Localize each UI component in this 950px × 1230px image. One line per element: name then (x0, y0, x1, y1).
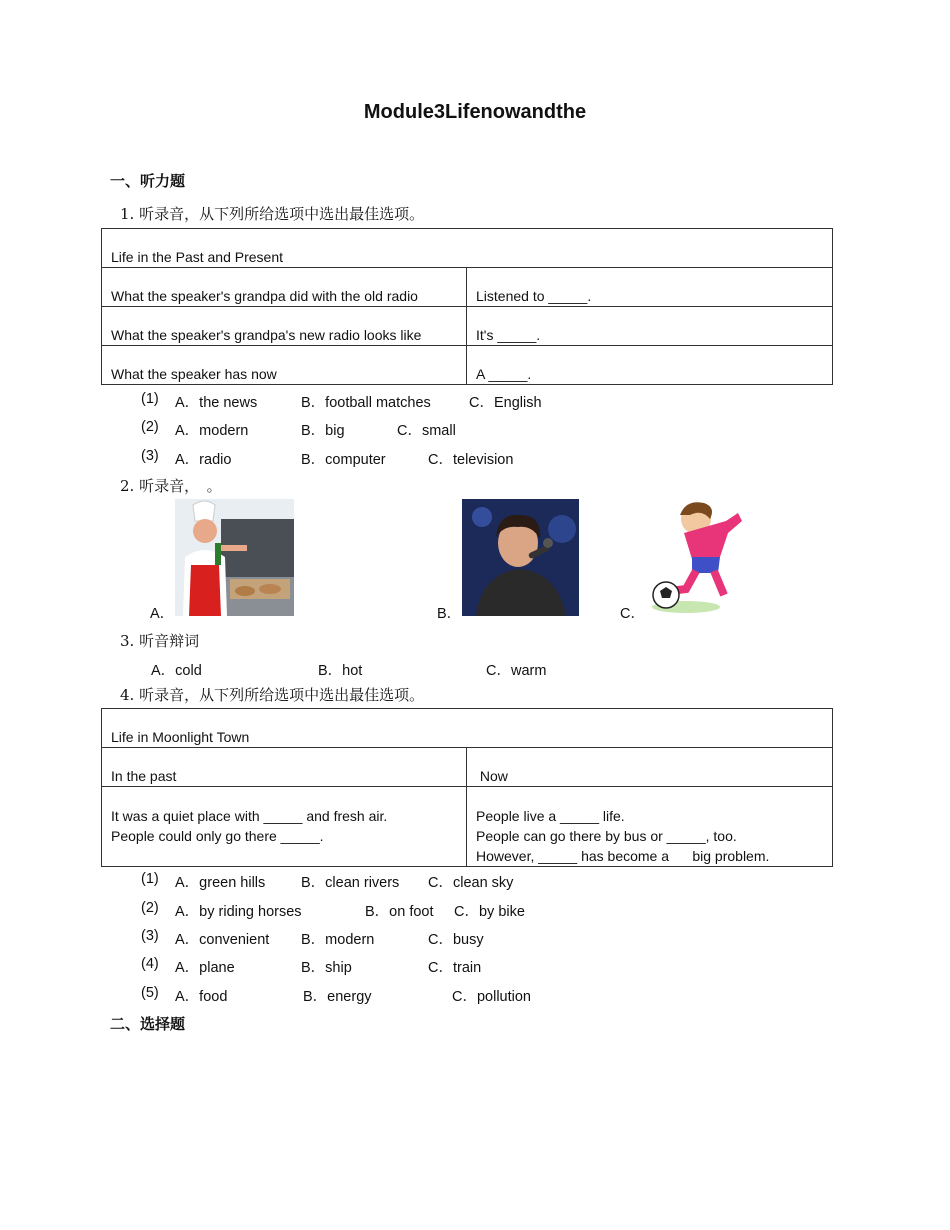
singer-with-microphone-picture (462, 499, 579, 616)
chef-grilling-picture (175, 499, 294, 616)
option-a: A．green hills (175, 875, 266, 891)
table-title-cell: Life in the Past and Present (102, 229, 833, 268)
option-b: B．modern (301, 932, 375, 948)
question-4-prompt: 4. 听录音，从下列所给选项中选出最佳选项。 (120, 686, 425, 704)
boy-kicking-football-picture (646, 499, 762, 616)
option-c: C．by bike (454, 904, 525, 920)
table-cell: What the speaker's grandpa did with the old radio (102, 268, 467, 307)
option-c: C．television (428, 452, 514, 468)
option-number: (3) (141, 928, 159, 944)
option-b: B．clean rivers (301, 875, 400, 891)
table-row (102, 307, 833, 346)
table-row (102, 229, 833, 268)
option-a: A．plane (175, 960, 235, 976)
table-cell: Listened to _____. (467, 268, 833, 307)
picture-label-a: A． (150, 606, 175, 622)
cell-line: People live a _____ life. (476, 808, 625, 824)
option-c: C．train (428, 960, 482, 976)
table-title-cell: Life in Moonlight Town (102, 709, 833, 748)
option-a: A．food (175, 989, 228, 1005)
table-row (102, 787, 833, 867)
option-a: A．radio (175, 452, 232, 468)
option-number: (4) (141, 956, 159, 972)
option-b: B．computer (301, 452, 386, 468)
table-row (102, 709, 833, 748)
question-3-prompt: 3. 听音辩词 (120, 632, 200, 650)
option-c: C．small (397, 423, 456, 439)
option-a: A．cold (151, 663, 202, 679)
table-cell (467, 787, 833, 867)
option-number: (2) (141, 419, 159, 435)
picture-label-b: B． (437, 606, 462, 622)
table-cell: In the past (102, 748, 467, 787)
question-1-prompt: 1. 听录音，从下列所给选项中选出最佳选项。 (120, 205, 425, 223)
table-cell: What the speaker's grandpa's new radio looks like (102, 307, 467, 346)
cell-line: However, _____ has become a big problem. (476, 848, 770, 864)
cell-line: People can go there by bus or _____, too. (476, 828, 737, 844)
option-a: A．the news (175, 395, 258, 411)
table-cell (102, 787, 467, 867)
option-c: C．busy (428, 932, 484, 948)
table-row (102, 346, 833, 385)
page-title: Module3Lifenowandthe (363, 101, 587, 123)
cell-line: It was a quiet place with _____ and fresh air. (111, 808, 388, 824)
question-4-table (101, 708, 833, 867)
option-a: A．modern (175, 423, 249, 439)
question-1-table (101, 228, 833, 385)
option-b: B．big (301, 423, 345, 439)
question-2-prompt: 2. 听录音， 。 (120, 477, 222, 495)
option-b: B．hot (318, 663, 363, 679)
option-a: A．convenient (175, 932, 270, 948)
option-number: (2) (141, 900, 159, 916)
option-c: C．clean sky (428, 875, 514, 891)
table-row (102, 268, 833, 307)
option-number: (5) (141, 985, 159, 1001)
cell-line: People could only go there _____. (111, 828, 324, 844)
option-a: A．by riding horses (175, 904, 302, 920)
table-cell: Now (467, 748, 833, 787)
option-b: B．ship (301, 960, 352, 976)
option-c: C．pollution (452, 989, 531, 1005)
option-c: C．warm (486, 663, 547, 679)
option-number: (1) (141, 391, 159, 407)
option-b: B．on foot (365, 904, 434, 920)
picture-label-c: C． (620, 606, 645, 622)
option-c: C．English (469, 395, 542, 411)
table-row (102, 748, 833, 787)
table-cell: It's _____. (467, 307, 833, 346)
table-cell: A _____. (467, 346, 833, 385)
option-b: B．energy (303, 989, 372, 1005)
section-heading-choice: 二、选择题 (110, 1016, 186, 1033)
option-number: (1) (141, 871, 159, 887)
table-cell: What the speaker has now (102, 346, 467, 385)
option-b: B．football matches (301, 395, 431, 411)
section-heading-listening: 一、听力题 (110, 173, 186, 190)
option-number: (3) (141, 448, 159, 464)
